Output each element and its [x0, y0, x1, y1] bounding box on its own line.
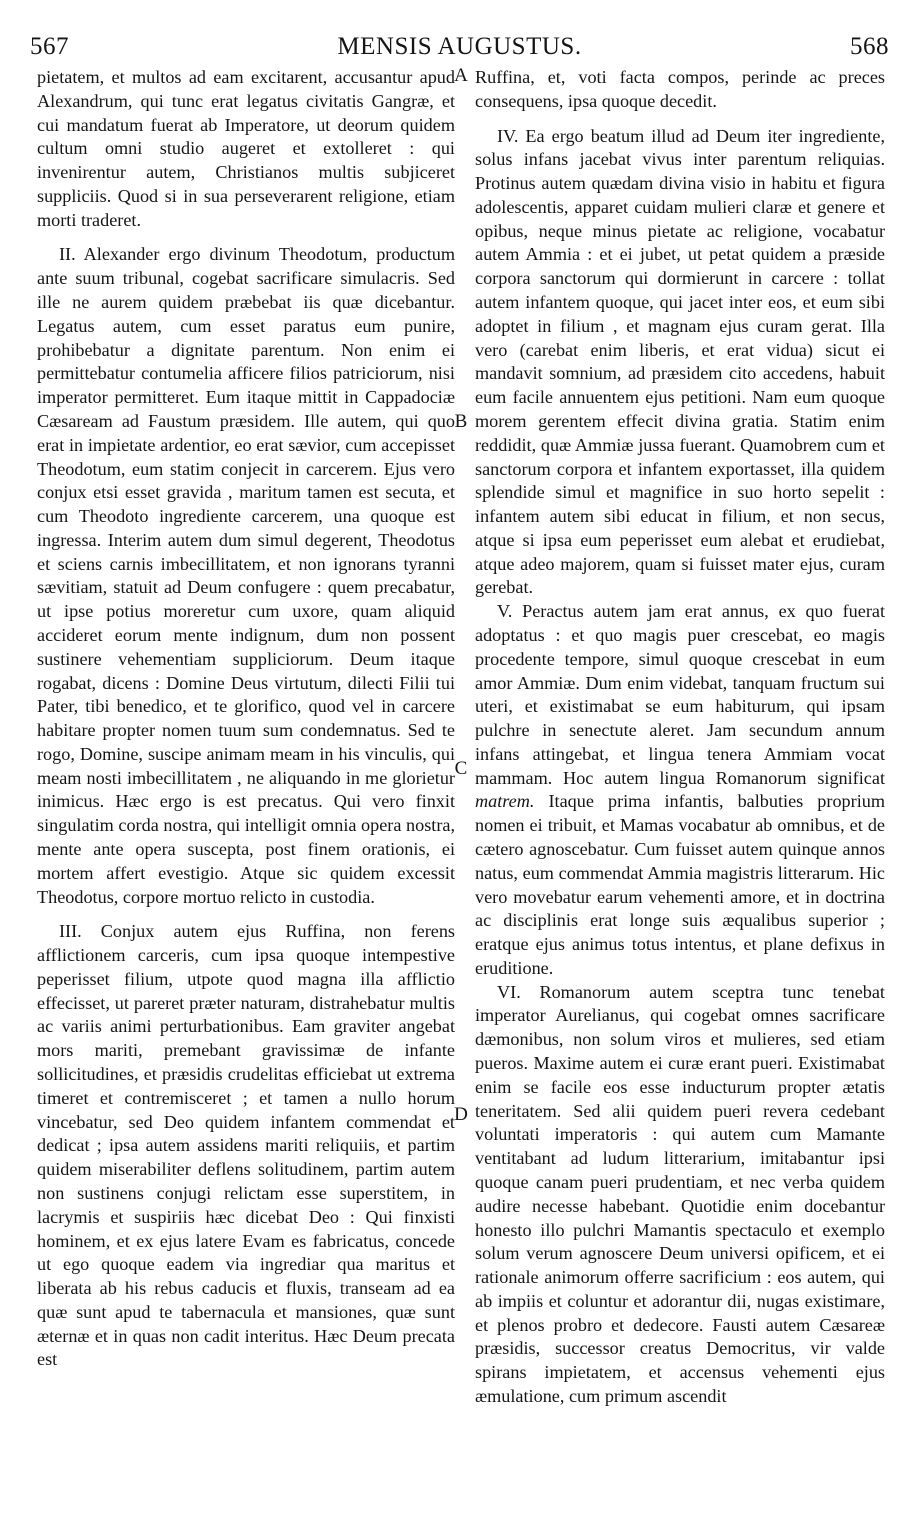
- margin-section-letters: [451, 0, 471, 1540]
- paragraph: [475, 600, 885, 981]
- margin-letter-c: C: [454, 758, 468, 779]
- paragraph: pietatem, et multos ad eam excitarent, accusantur apud Alexandrum, qui tunc erat legatus civitatis Gangræ, et cui mandatum fuerat ab Imperatore, ut deorum quidem cultum omni studio augeret et extolleret : qui invenirentur autem, Christianos multis subjiceret suppliciis. Quod si in sua perseverarent religione, etiam morti traderet.: [37, 67, 455, 230]
- right-page-number: 568: [850, 33, 889, 60]
- left-page-number: 567: [30, 33, 69, 60]
- paragraph: VI. Romanorum autem sceptra tunc tenebat imperator Aurelianus, qui cogebat omnes sacrificare dæmonibus, non solum viros et mulieres, sed etiam pueros. Maxime autem ei curæ erant pueri. Existimabat enim se facile eos esse inducturum propter ætatis teneritatem. Sed alii quidem pueri revera cedebant voluntati imperatoris : qui autem cum Mamante ventitabant ad ludum litterarium, imitabantur ipsi quoque canam pueri prudentiam, et nec verba quidem audire necesse habebant. Quotidie enim docebantur honesto illo pulchri Mamantis spectaculo et exemplo solum verum agnoscere Deum universi opificem, et ei rationale animorum offerre sacrificium : eos autem, qui ab impiis et coluntur et adorantur dii, nugas existimare, et plenos probro et dedecore. Fausti autem Cæsareæ præsidis, successor creatus Democritus, vir valde spirans impietatem, et accensus vehementi ejus æmulatione, cum primum ascendit: [475, 981, 885, 1406]
- paragraph: II. Alexander ergo divinum Theodotum, productum ante suum tribunal, cogebat sacrificare simulacris. Sed ille ne aurem quidem præbebat iis quæ dicebantur. Legatus autem, cum esset paratus eum punire, prohibebatur a dignitate parentum. Non enim ei permittebatur contumelia afficere filios patriciorum, nisi imperator permitteret. Eum itaque mittit in Cappadociæ Cæsaream ad Faustum præsidem. Ille autem, qui quo erat in impietate ardentior, eo erat sævior, cum accepisset Theodotum, eum statim conjecit in carcerem. Ejus vero conjux etsi esset gravida , maritum tamen est secuta, et cum Theodoto ingrediente carcerem, una quoque est ingressa. Interim autem dum simul degerent, Theodotus et sciens carnis imbecillitatem, et non ignorans tyranni sævitiam, statuit ad Deum confugere : quem precabatur, ut ipse potius moreretur cum uxore, quam aliquid accideret eorum mente indignum, dum non possent sustinere vehementiam suppliciorum. Deum itaque rogabat, dicens : Domine Deus virtutum, dilecti Filii tui Pater, tibi benedico, et te glorifico, quod vel in carcere habitare propter nomen tuum sum condemnatus. Sed te rogo, Domine, suscipe animam meam in his vinculis, qui meam nosti imbecillitatem , ne aliquando in me glorietur inimicus. Hæc ergo is est precatus. Qui vero finxit singulatim corda nostra, qui intelligit omnia opera nostra, mente ante opera suscepta, post finem orationis, ei mortem affert evestigio. Atque sic quidem excessit Theodotus, corpore mortuo relicto in custodia.: [37, 244, 455, 907]
- margin-letter-a: A: [454, 65, 468, 86]
- running-title: MENSIS AUGUSTUS.: [337, 33, 582, 60]
- italic-word: matrem.: [475, 791, 535, 812]
- paragraph: IV. Ea ergo beatum illud ad Deum iter ingrediente, solus infans jacebat vivus inter parentum reliquias. Protinus autem quædam divina visio in habitu et figura adolescentis, apparet cuidam mulieri claræ et genere et opibus, neque minus pietate ac religione, vocabatur autem Ammia : et ei jubet, ut petat quidem a præside corpora sanctorum qui dormierunt in carcere : tollat autem infantem quoque, qui jacet inter eos, et eum sibi adoptet in filium , et magnam ejus curam gerat. Illa vero (carebat enim liberis, et erat vidua) sicut ei mandavit somnium, ad præsidem cito accedens, habuit eum facile annuentem ejus petitioni. Nam eum quoque morem gerentem effecit divina gratia. Statim enim reddidit, quæ Ammiæ jussa fuerant. Quamobrem cum et sanctorum corpora et infantem exportasset, illa quidem splendide simul et magnifice in suo horto sepelit : infantem autem sibi educat in filium, et non secus, atque si ipsa eum peperisset eum alebat et erudiebat, atque adeo majorem, quam si fuisset mater ejus, curam gerebat.: [475, 125, 885, 598]
- margin-letter-d: D: [454, 1104, 468, 1125]
- paragraph-text: V. Peractus autem jam erat annus, ex quo fuerat adoptatus : et quo magis puer crescebat, eo magis procedente tempore, simul quoque crescebat in eum amor Ammiæ. Dum enim videbat, tanquam fructum sui uteri, et existimabat se eum habiturum, qui ipsam pulchre in senectute aleret. Jam secundum annum infans attingebat, et lingua tenera Ammiam vocat mammam. Hoc autem lingua Romanorum significat: [475, 601, 885, 788]
- right-column: [475, 66, 885, 1409]
- paragraph-text: Itaque prima infantis, balbuties proprium nomen ei tribuit, et Mamas vocabatur ab omnibus, et de cætero agnoscebatur. Cum fuisset autem quinque annos natus, eum commendat Ammia magistris litterarum. Hic vero movebatur earum vehementi amore, et in doctrina ac disciplinis erat longe suis æqualibus superior ; eratque ejus animus totus intentus, et plane defixus in eruditione.: [475, 791, 885, 978]
- paragraph: III. Conjux autem ejus Ruffina, non ferens afflictionem carceris, cum ipsa quoque intempestive peperisset filium, utpote quod magna illa afflictio effecisset, ut pareret præter naturam, distrahebatur multis ac variis animi perturbationibus. Eam graviter angebat mors mariti, premebant gravissimæ de infante sollicitudines, et præsidis crudelitas efficiebat ut extrema timeret et contremisceret ; et tamen a nullo horum vincebatur, sed Deo quidem infantem commendat et dedicat ; ipsa autem assidens mariti reliquiis, et partim quidem miserabiliter deflens solitudinem, partim autem non sustinens conjugi relictam esse superstitem, in lacrymis et suspiriis hæc dicebat Deo : Qui finxisti hominem, et ex ejus latere Evam es fabricatus, concede ut ego quoque eadem via ingrediar qua maritus et liberata ab his rebus caducis et fluxis, transeam ad ea quæ sunt apud te tabernacula et mansiones, quæ sunt æternæ et in quas non cadit interitus. Hæc Deum precata est: [37, 921, 455, 1370]
- margin-letter-b: B: [454, 411, 468, 432]
- paragraph: Ruffina, et, voti facta compos, perinde ac preces consequens, ipsa quoque decedit.: [475, 67, 885, 111]
- left-column: [37, 66, 455, 1372]
